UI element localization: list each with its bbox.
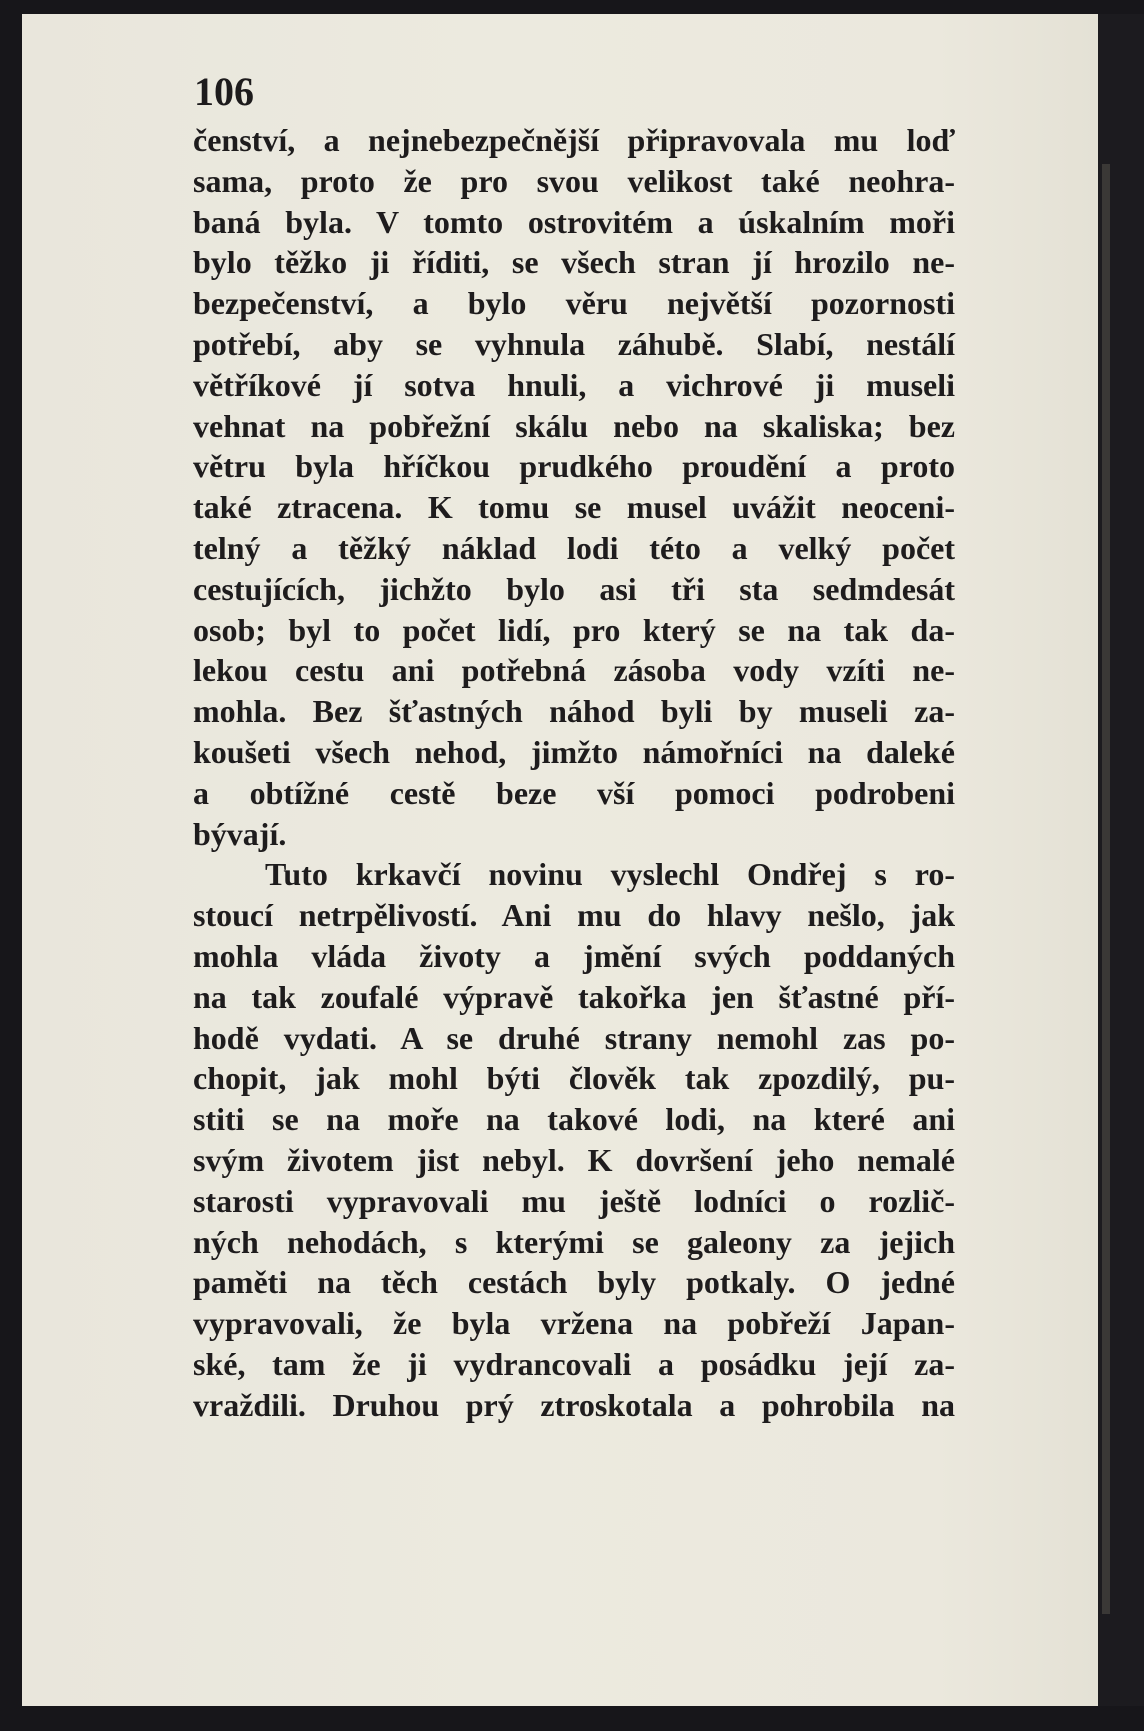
paragraph-start-line: Tuto krkavčí novinu vyslechl Ondřej s ro-	[265, 856, 955, 893]
text-line: vehnat na pobřežní skálu nebo na skaliska; bez	[193, 407, 955, 444]
text-line: baná byla. V tomto ostrovitém a úskalním moři	[193, 203, 955, 240]
text-line: stiti se na moře na takové lodi, na které ani	[193, 1101, 955, 1138]
book-spine-edge	[1098, 14, 1144, 1706]
text-line: telný a těžký náklad lodi této a velký počet	[193, 529, 955, 566]
text-line: ské, tam že ji vydrancovali a posádku její za-	[193, 1345, 955, 1382]
text-line: sama, proto že pro svou velikost také neohra-	[193, 162, 955, 199]
text-line: bylo těžko ji říditi, se všech stran jí hrozilo ne-	[193, 244, 955, 281]
text-line: větříkové jí sotva hnuli, a vichrové ji museli	[193, 366, 955, 403]
text-line: svým životem jist nebyl. K dovršení jeho nemalé	[193, 1141, 955, 1178]
text-line: na tak zoufalé výpravě takořka jen šťastné pří-	[193, 978, 955, 1015]
text-line: chopit, jak mohl býti člověk tak zpozdilý, pu-	[193, 1060, 955, 1097]
text-line: starosti vypravovali mu ještě lodníci o rozlič-	[193, 1182, 955, 1219]
text-line: bezpečenství, a bylo věru největší pozornosti	[193, 285, 955, 322]
text-line: cestujících, jichžto bylo asi tři sta sedmdesát	[193, 570, 955, 607]
text-line: vraždili. Druhou prý ztroskotala a pohrobila na	[193, 1386, 955, 1423]
text-line: lekou cestu ani potřebná zásoba vody vzíti ne-	[193, 652, 955, 689]
text-line: koušeti všech nehod, jimžto námořníci na daleké	[193, 733, 955, 770]
paragraph-end-line: bývají.	[193, 815, 287, 852]
text-line: ných nehodách, s kterými se galeony za jejich	[193, 1223, 955, 1260]
text-line: čenství, a nejnebezpečnější připravovala mu loď	[193, 122, 955, 158]
text-line: osob; byl to počet lidí, pro který se na tak da-	[193, 611, 955, 648]
text-line: větru byla hříčkou prudkého proudění a proto	[193, 448, 955, 485]
text-line: potřebí, aby se vyhnula záhubě. Slabí, nestálí	[193, 325, 955, 362]
body-text	[193, 120, 955, 1426]
book-page	[22, 14, 1098, 1706]
text-line: stoucí netrpělivostí. Ani mu do hlavy nešlo, jak	[193, 897, 955, 934]
text-line: mohla. Bez šťastných náhod byli by museli za-	[193, 693, 955, 730]
text-line: vypravovali, že byla vržena na pobřeží Japan-	[193, 1305, 955, 1342]
text-line: a obtížné cestě beze vší pomoci podrobeni	[193, 774, 955, 811]
page-edge-strip	[1102, 164, 1110, 1614]
text-line: mohla vláda životy a jmění svých poddaných	[193, 937, 955, 974]
text-line: také ztracena. K tomu se musel uvážit neoceni-	[193, 489, 955, 526]
text-line: paměti na těch cestách byly potkaly. O jedné	[193, 1264, 955, 1301]
page-number: 106	[194, 69, 254, 114]
text-line: hodě vydati. A se druhé strany nemohl zas po-	[193, 1019, 955, 1056]
